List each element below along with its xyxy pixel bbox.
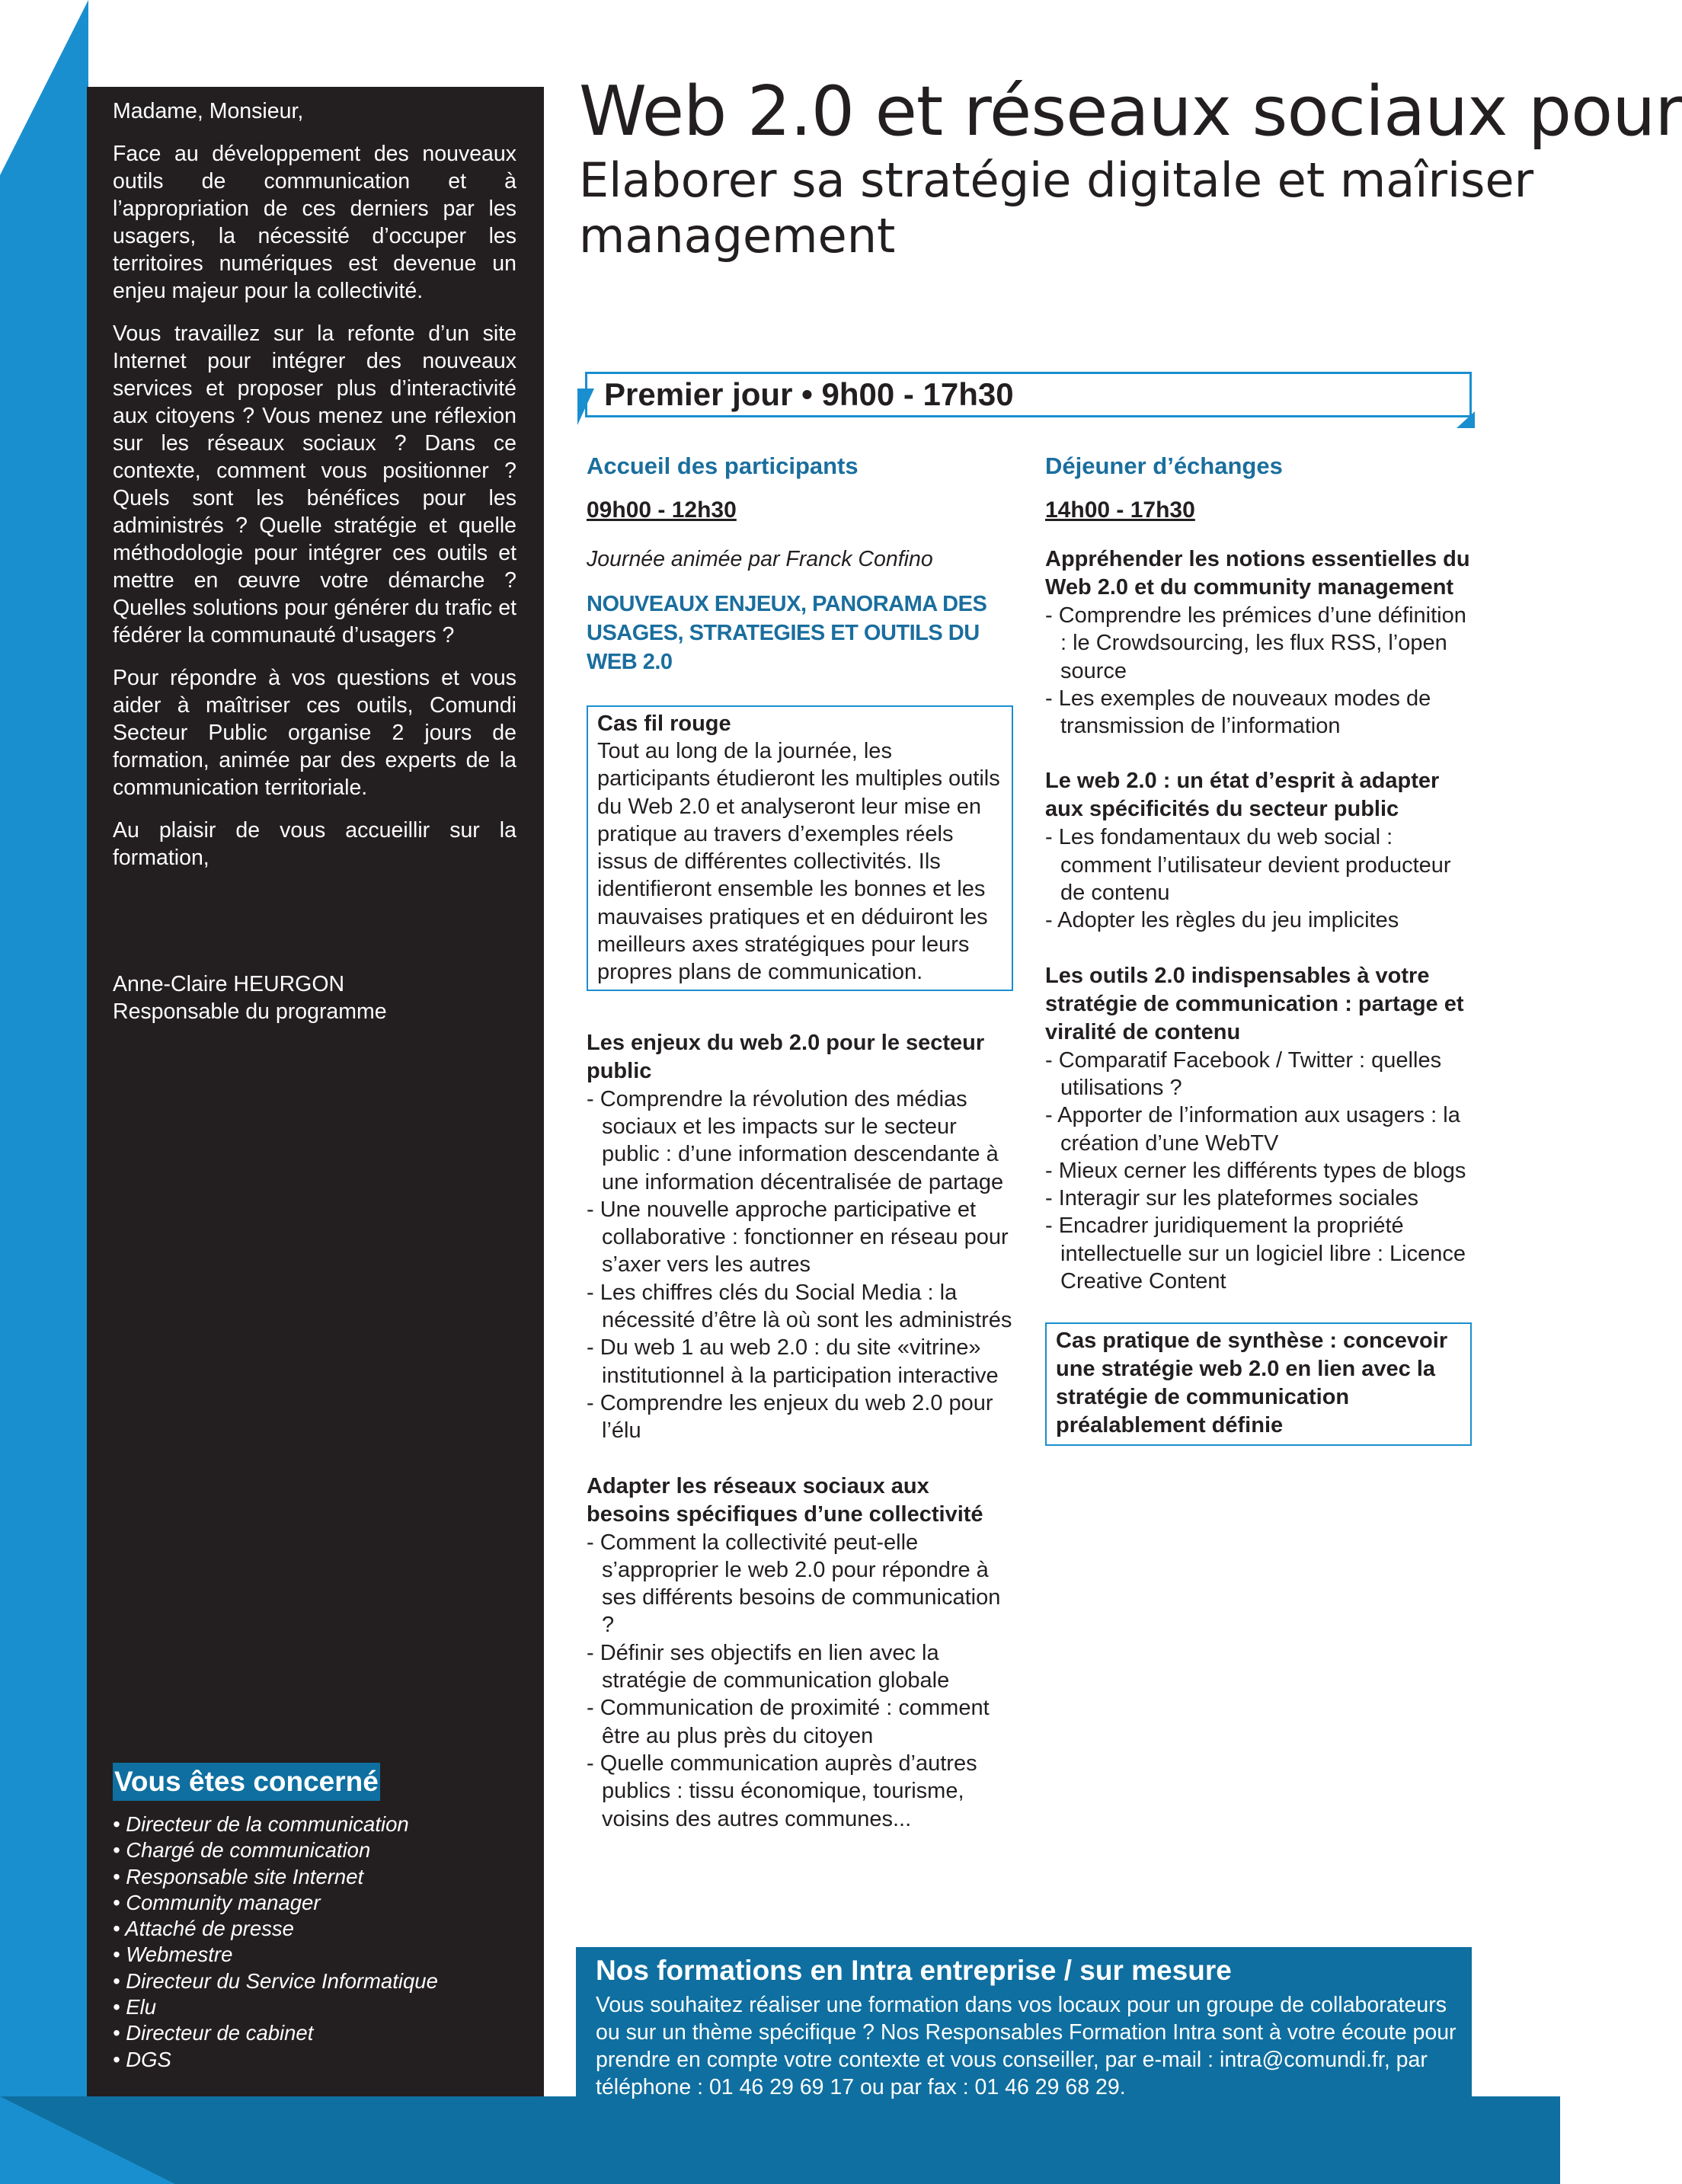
section-heading: Accueil des participants — [587, 452, 859, 479]
audience-item: • Responsable site Internet — [113, 1864, 364, 1888]
intra-text: Vous souhaitez réaliser une formation dans vos locaux pour un groupe de collaborateurs ou sur un thème spécifique ? Nos Responsables Formation Intra sont à votre écoute pour prendre en compte votre contexte et vous conseiller, par e-mail : intra@comundi.fr, par téléphone : 01 46 29 69 17 ou par fax : 01 46 29 68 29. — [596, 1993, 1457, 2099]
topic-item: - Comprendre la révolution des médias sociaux et les impacts sur le secteur public : d’une information descendante à une information décentralisée de partage — [587, 1086, 1004, 1194]
topic-item: - Comprendre les prémices d’une définition : le Crowdsourcing, les flux RSS, l’open source — [1045, 603, 1466, 683]
audience-heading: Vous êtes concerné — [113, 1763, 380, 1801]
topic-item: - Les fondamentaux du web social : comment l’utilisateur devient producteur de contenu — [1045, 825, 1451, 906]
topic-item: - Mieux cerner les différents types de blogs — [1045, 1158, 1466, 1183]
topic-list — [1045, 1047, 1472, 1296]
time-slot: 09h00 - 12h30 — [587, 497, 737, 523]
case-study-box — [587, 705, 1013, 991]
topic-title: Les outils 2.0 indispensables à votre stratégie de communication : partage et viralité de contenu — [1045, 963, 1464, 1044]
audience-item: • Directeur de la communication — [113, 1812, 409, 1836]
topic-item: - Communication de proximité : comment être au plus près du citoyen — [587, 1696, 990, 1748]
audience-item: • Directeur du Service Informatique — [113, 1968, 438, 1993]
synthesis-case-box: Cas pratique de synthèse : concevoir une stratégie web 2.0 en lien avec la stratégie de communication préalablement définie — [1045, 1322, 1472, 1446]
case-study-text: Tout au long de la journée, les participants étudieront les multiples outils du Web 2.0 et analyseront leur mise en pratique au travers d’exemples réels issus de différentes collectivités. Ils identifieront ensemble les bonnes et les mauvaises pratiques et en déduiront les meilleurs axes stratégiques pour leurs propres plans de communication. — [597, 739, 1000, 985]
topic-item: - Quelle communication auprès d’autres publics : tissu économique, tourisme, voisins des autres communes... — [587, 1751, 977, 1831]
morning-column — [587, 451, 1013, 1860]
letter-body — [113, 98, 516, 887]
audience-item: • Webmestre — [113, 1943, 233, 1967]
audience-list — [113, 1811, 524, 2073]
audience-item: • DGS — [113, 2047, 171, 2071]
topic-title: Appréhender les notions essentielles du Web 2.0 et du community management — [1045, 547, 1470, 600]
topic-item: - Les chiffres clés du Social Media : la nécessité d’être là où sont les administrés — [587, 1280, 1012, 1333]
topic-list — [587, 1529, 1013, 1833]
audience-item: • Attaché de presse — [113, 1917, 294, 1941]
topic-item: - Adopter les règles du jeu implicites — [1045, 908, 1399, 933]
signature — [113, 970, 516, 1025]
topic-item: - Du web 1 au web 2.0 : du site «vitrine» institutionnel à la participation interactive — [587, 1335, 999, 1388]
topic-title: Le web 2.0 : un état d’esprit à adapter aux spécificités du secteur public — [1045, 769, 1440, 822]
letter-paragraph: Pour répondre à vos questions et vous aider à maîtriser ces outils, Comundi Secteur Public organise 2 jours de formation, animée par des experts de la communication territoriale. — [113, 666, 516, 800]
topic-list — [1045, 823, 1472, 934]
topic-item: - Définir ses objectifs en lien avec la stratégie de communication globale — [587, 1640, 950, 1693]
topic-item: - Les exemples de nouveaux modes de transmission de l’information — [1045, 686, 1431, 739]
topic-title: Les enjeux du web 2.0 pour le secteur public — [587, 1030, 985, 1083]
signature-role: Responsable du programme — [113, 999, 387, 1024]
intra-banner — [576, 1947, 1472, 2099]
subtitle-line: Elaborer sa stratégie digitale et maîriser — [579, 152, 1534, 208]
topic-list — [587, 1086, 1013, 1445]
intra-title: Nos formations en Intra entreprise / sur mesure — [596, 1955, 1232, 1986]
corner-cut — [0, 0, 88, 175]
topic-title: Adapter les réseaux sociaux aux besoins spécifiques d’une collectivité — [587, 1473, 983, 1527]
page-subtitle — [579, 152, 1569, 264]
topic-item: - Encadrer juridiquement la propriété intellectuelle sur un logiciel libre : Licence Creative Content — [1045, 1214, 1466, 1294]
sidebar-letter — [87, 87, 544, 2096]
host-note: Journée animée par Franck Confino — [587, 547, 933, 571]
bottom-blue-band — [0, 2096, 1560, 2184]
day-banner: Premier jour • 9h00 - 17h30 — [585, 372, 1472, 417]
audience-item: • Directeur de cabinet — [113, 2021, 314, 2045]
left-blue-band — [0, 0, 88, 2184]
topic-item: - Comprendre les enjeux du web 2.0 pour l’élu — [587, 1390, 993, 1444]
topic-list — [1045, 602, 1472, 740]
letter-paragraph: Vous travaillez sur la refonte d’un site Internet pour intégrer des nouveaux services et proposer plus d’interactivité aux citoyens ? Vous menez une réflexion sur les réseaux sociaux ? Dans ce contexte, comment vous positionner ? Quels sont les bénéfices pour les administrés ? Quelle stratégie et quelle méthodologie pour intégrer ces outils et mettre en œuvre votre démarche ? Quelles solutions pour générer du trafic et fédérer la communauté d’usagers ? — [113, 321, 516, 648]
bottom-blue-triangle — [0, 2096, 175, 2184]
topic-item: - Une nouvelle approche participative et collaborative : fonctionner en réseau pour s’axer vers les autres — [587, 1197, 1009, 1277]
afternoon-column — [1045, 451, 1472, 1446]
topic-item: - Interagir sur les plateformes sociales — [1045, 1186, 1418, 1211]
letter-closing: Au plaisir de vous accueillir sur la formation, — [113, 818, 516, 870]
theme-heading: NOUVEAUX ENJEUX, PANORAMA DES USAGES, STRATEGIES ET OUTILS DU WEB 2.0 — [587, 592, 987, 674]
topic-item: - Comparatif Facebook / Twitter : quelles utilisations ? — [1045, 1047, 1442, 1100]
topic-item: - Apporter de l’information aux usagers : la création d’une WebTV — [1045, 1103, 1460, 1156]
audience-item: • Community manager — [113, 1890, 321, 1914]
page-title: Web 2.0 et réseaux sociaux pour — [579, 72, 1682, 152]
signature-name: Anne-Claire HEURGON — [113, 972, 345, 996]
section-heading: Déjeuner d’échanges — [1045, 452, 1283, 479]
time-slot: 14h00 - 17h30 — [1045, 497, 1195, 523]
audience-item: • Elu — [113, 1995, 157, 2019]
topic-item: - Comment la collectivité peut-elle s’approprier le web 2.0 pour répondre à ses différents besoins de communication ? — [587, 1530, 1001, 1638]
audience-item: • Chargé de communication — [113, 1838, 371, 1863]
subtitle-line: management — [579, 208, 896, 264]
letter-salutation: Madame, Monsieur, — [113, 99, 304, 123]
letter-paragraph: Face au développement des nouveaux outils de communication et à l’appropriation de ces derniers par les usagers, la nécessité d’occuper les territoires numériques est devenue un enjeu majeur pour la collectivité. — [113, 142, 516, 303]
case-study-title: Cas fil rouge — [597, 711, 731, 736]
